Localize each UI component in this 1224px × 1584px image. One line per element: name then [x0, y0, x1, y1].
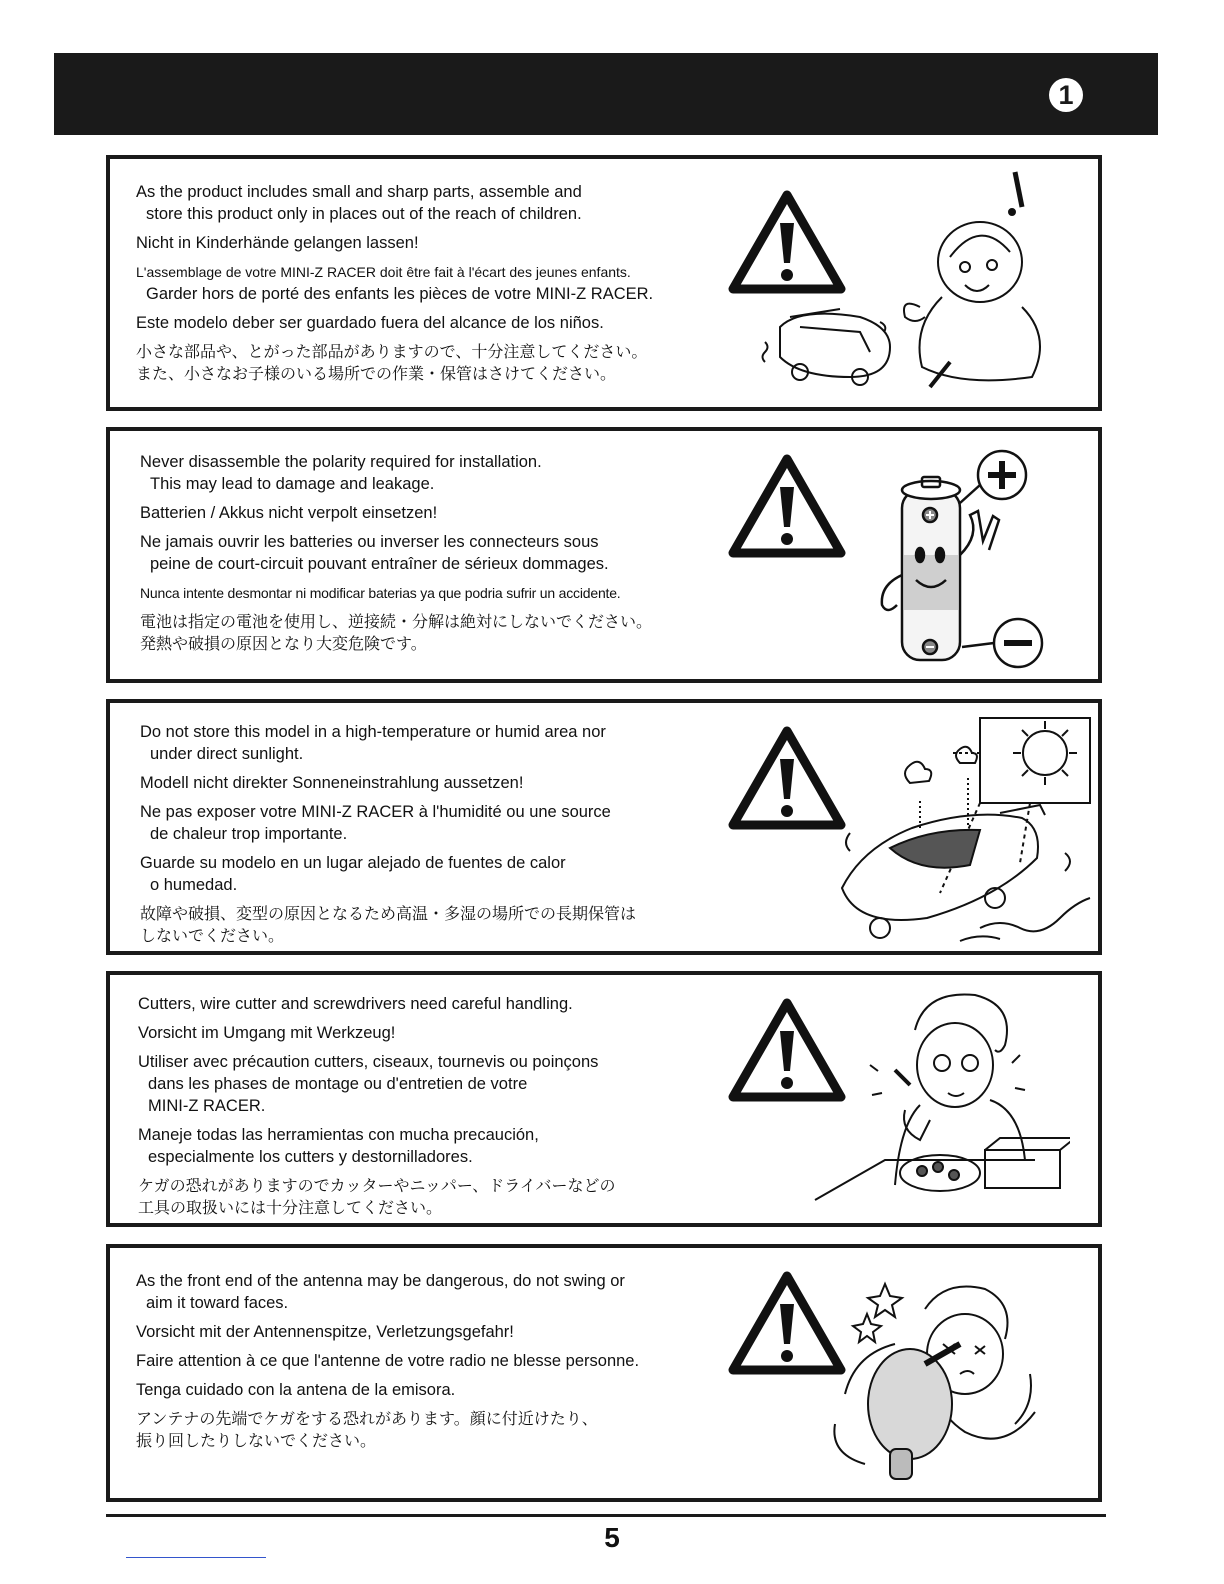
- paragraph-french: [140, 531, 740, 575]
- text-line: Vorsicht im Umgang mit Werkzeug!: [138, 1024, 396, 1042]
- battery-polarity-illustration: [870, 445, 1070, 675]
- text-line: 発熱や破損の原因となり大変危険です。: [140, 634, 427, 653]
- text-line: 工具の取扱いには十分注意してください。: [138, 1198, 443, 1217]
- section-number-badge: 1: [1049, 78, 1083, 112]
- text-line: Nunca intente desmontar ni modificar baterias ya que podria sufrir un accidente.: [140, 585, 621, 601]
- text-line: Maneje todas las herramientas con mucha precaución,: [138, 1126, 539, 1144]
- paragraph-german: [140, 772, 740, 794]
- text-line: Utiliser avec précaution cutters, ciseaux, tournevis ou poinçons: [138, 1053, 599, 1071]
- text-line: Ne pas exposer votre MINI-Z RACER à l'humidité ou une source: [140, 803, 611, 821]
- text-line: Modell nicht direkter Sonneneinstrahlung aussetzen!: [140, 774, 524, 792]
- warning-panel-antenna: [106, 1244, 1102, 1502]
- paragraph-english: [136, 1270, 736, 1314]
- text-line: Ne jamais ouvrir les batteries ou inverser les connecteurs sous: [140, 533, 599, 551]
- panel-text-block: [138, 993, 738, 1226]
- text-line: Never disassemble the polarity required for installation.: [140, 453, 542, 471]
- text-line: ケガの恐れがありますのでカッターやニッパー、ドライバーなどの: [138, 1176, 616, 1195]
- paragraph-english: [140, 451, 740, 495]
- text-line: Batterien / Akkus nicht verpolt einsetzen!: [140, 504, 438, 522]
- warning-panel-heat: [106, 699, 1102, 955]
- warning-panel-small-parts: [106, 155, 1102, 411]
- text-line: As the front end of the antenna may be dangerous, do not swing or: [136, 1272, 625, 1290]
- text-line: 故障や破損、変型の原因となるため高温・多湿の場所での長期保管は: [140, 904, 637, 923]
- paragraph-french: [136, 1350, 736, 1372]
- baby-with-car-illustration: [760, 167, 1090, 407]
- panel-text-block: [140, 451, 740, 662]
- text-line: Este modelo deber ser guardado fuera del alcance de los niños.: [136, 314, 604, 332]
- paragraph-spanish: [136, 1379, 736, 1401]
- text-line: aim it toward faces.: [146, 1294, 289, 1312]
- paragraph-english: [140, 721, 740, 765]
- text-line: L'assemblage de votre MINI-Z RACER doit être fait à l'écart des jeunes enfants.: [136, 264, 631, 280]
- paragraph-japanese: [140, 903, 740, 947]
- paragraph-japanese: [136, 1408, 736, 1452]
- paragraph-german: [136, 1321, 736, 1343]
- text-line: under direct sunlight.: [150, 745, 304, 763]
- paragraph-japanese: [138, 1175, 738, 1219]
- warning-panel-battery: [106, 427, 1102, 683]
- text-line: しないでください。: [140, 926, 285, 945]
- text-line: dans les phases de montage ou d'entretien de votre: [148, 1075, 528, 1093]
- footer-rule: [106, 1514, 1106, 1517]
- text-line: de chaleur trop importante.: [150, 825, 348, 843]
- text-line: アンテナの先端でケガをする恐れがあります。顔に付近けたり、: [136, 1409, 598, 1428]
- paragraph-french: [140, 801, 740, 845]
- text-line: o humedad.: [150, 876, 238, 894]
- paragraph-english: [136, 181, 736, 225]
- panel-text-block: [140, 721, 740, 954]
- antenna-poke-illustration: [825, 1274, 1070, 1484]
- paragraph-japanese: [136, 341, 736, 385]
- text-line: 小さな部品や、とがった部品がありますので、十分注意してください。: [136, 342, 648, 361]
- paragraph-japanese: [140, 611, 740, 655]
- text-line: 電池は指定の電池を使用し、逆接続・分解は絶対にしないでください。: [140, 612, 653, 631]
- panel-text-block: [136, 181, 736, 392]
- text-line: peine de court-circuit pouvant entraîner de sérieux dommages.: [150, 555, 609, 573]
- warning-triangle-icon: [728, 725, 846, 831]
- header-bar: [54, 53, 1158, 135]
- text-line: Garder hors de porté des enfants les pièces de votre MINI-Z RACER.: [146, 285, 654, 303]
- text-line: This may lead to damage and leakage.: [150, 475, 435, 493]
- text-line: store this product only in places out of the reach of children.: [146, 205, 582, 223]
- text-line: Do not store this model in a high-temperature or humid area nor: [140, 723, 606, 741]
- text-line: Cutters, wire cutter and screwdrivers need careful handling.: [138, 995, 573, 1013]
- paragraph-german: [138, 1022, 738, 1044]
- text-line: especialmente los cutters y destornilladores.: [148, 1148, 473, 1166]
- text-line: また、小さなお子様のいる場所での作業・保管はさけてください。: [136, 364, 617, 383]
- panel-text-block: [136, 1270, 736, 1459]
- warning-panel-tools: [106, 971, 1102, 1227]
- paragraph-french: [138, 1051, 738, 1117]
- paragraph-spanish: [140, 582, 740, 604]
- man-cut-finger-illustration: [810, 985, 1070, 1220]
- paragraph-german: [136, 232, 736, 254]
- paragraph-spanish: [140, 852, 740, 896]
- hyperlink-underline: [126, 1557, 266, 1558]
- text-line: Vorsicht mit der Antennenspitze, Verletzungsgefahr!: [136, 1323, 514, 1341]
- page-number: 5: [604, 1522, 620, 1553]
- text-line: Tenga cuidado con la antena de la emisora.: [136, 1381, 456, 1399]
- text-line: 振り回したりしないでください。: [136, 1431, 377, 1450]
- paragraph-german: [140, 502, 740, 524]
- paragraph-french: [136, 261, 736, 305]
- text-line: As the product includes small and sharp parts, assemble and: [136, 183, 582, 201]
- paragraph-english: [138, 993, 738, 1015]
- warning-triangle-icon: [728, 453, 846, 559]
- paragraph-spanish: [138, 1124, 738, 1168]
- text-line: Nicht in Kinderhände gelangen lassen!: [136, 234, 419, 252]
- text-line: Guarde su modelo en un lugar alejado de fuentes de calor: [140, 854, 566, 872]
- text-line: MINI-Z RACER.: [148, 1097, 266, 1115]
- paragraph-spanish: [136, 312, 736, 334]
- text-line: Faire attention à ce que l'antenne de votre radio ne blesse personne.: [136, 1352, 640, 1370]
- car-in-sun-illustration: [830, 713, 1095, 953]
